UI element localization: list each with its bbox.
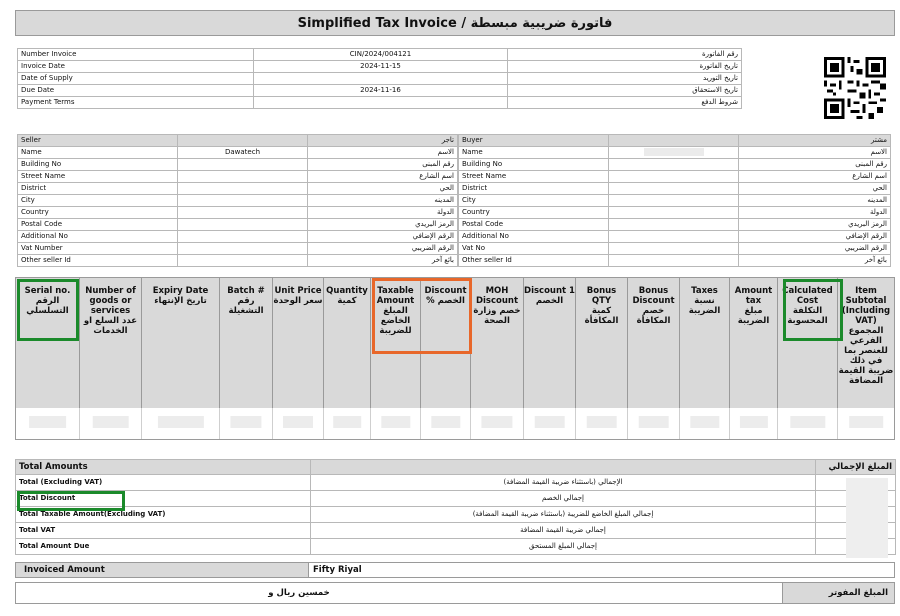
field-label-en: Additional No [18, 231, 178, 243]
field-label-en: Building No [18, 159, 178, 171]
column-header [471, 278, 524, 408]
redacted-block [586, 416, 617, 428]
field-label-ar: رقم المبنى [739, 159, 891, 171]
table-cell [421, 408, 471, 439]
meta-row [18, 97, 742, 109]
table-cell [628, 408, 680, 439]
column-label-ar: سعر الوحدة [273, 296, 323, 306]
field-label-en: Other seller Id [459, 255, 609, 267]
column-label-en: Expiry Date [152, 286, 209, 296]
redacted-block [381, 416, 410, 428]
field-value [178, 219, 308, 231]
redacted-block [29, 416, 67, 428]
column-label-ar: خصم وزارة الصحة [473, 306, 521, 326]
field-label-en: Additional No [459, 231, 609, 243]
meta-label-ar: تاريخ الاستحقاق [508, 85, 742, 97]
column-label-en: Bonus Discount [632, 286, 675, 306]
total-discount-highlight [17, 491, 125, 511]
calculated-cost-highlight [783, 279, 843, 341]
redacted-block [846, 478, 888, 558]
field-label-ar: الرقم الضريبي [308, 243, 458, 255]
meta-label-ar: رقم الفاتورة [508, 49, 742, 61]
field-label-ar: الدولة [308, 207, 458, 219]
meta-row [18, 61, 742, 73]
column-label-en: Unit Price [274, 286, 322, 296]
invoice-title: Simplified Tax Invoice / فاتورة ضريبية مبسطة [15, 10, 895, 36]
field-value [609, 195, 739, 207]
meta-row [18, 85, 742, 97]
column-header [680, 278, 730, 408]
column-label-en: Number of goods or services [85, 286, 136, 316]
seller-row [18, 147, 458, 159]
meta-row [18, 73, 742, 85]
field-value [178, 171, 308, 183]
column-label-ar: كمية [337, 296, 357, 306]
redacted-block [283, 416, 313, 428]
table-cell [680, 408, 730, 439]
totals-header-en: Total Amounts [16, 460, 311, 475]
table-cell [524, 408, 576, 439]
column-label-en: Discount [424, 286, 467, 296]
field-label-ar: المدينه [308, 195, 458, 207]
field-label-ar: الرمز البريدي [308, 219, 458, 231]
invoiced-amount-row [15, 562, 895, 578]
column-label-ar: المجموع الفرعي للعنصر بما في ذلك ضريبة القيمة المضافة [838, 326, 894, 386]
total-label-ar: إجمالي ضريبة القيمة المضافة [311, 523, 816, 539]
field-label-ar: الرمز البريدي [739, 219, 891, 231]
buyer-row [459, 147, 891, 159]
field-value [609, 243, 739, 255]
totals-header-ar: المبلغ الإجمالي [816, 460, 896, 475]
table-cell [273, 408, 324, 439]
amount-in-words-row [15, 582, 895, 604]
invoiced-amount-value: Fifty Riyal [313, 565, 362, 575]
table-cell [371, 408, 421, 439]
total-label-ar: الإجمالي (باستثناء ضريبة القيمة المضافة) [311, 475, 816, 491]
column-label-en: Calculated Cost [782, 286, 833, 306]
total-label-en: Total (Excluding VAT) [16, 475, 311, 491]
meta-value: CIN/2024/004121 [254, 49, 508, 61]
buyer-header-en: Buyer [459, 135, 609, 147]
column-header [220, 278, 273, 408]
buyer-row [459, 183, 891, 195]
column-label-ar: الخصم % [426, 296, 465, 306]
field-label-ar: المدينه [739, 195, 891, 207]
field-value [609, 231, 739, 243]
field-label-en: Vat Number [18, 243, 178, 255]
meta-label-ar: شروط الدفع [508, 97, 742, 109]
field-value [609, 159, 739, 171]
column-label-ar: خصم المكافأة [636, 306, 671, 326]
totals-table [15, 459, 896, 555]
column-header [730, 278, 778, 408]
field-label-en: Country [459, 207, 609, 219]
seller-row [18, 159, 458, 171]
field-label-en: City [459, 195, 609, 207]
field-label-ar: الرقم الإضافي [739, 231, 891, 243]
redacted-block [638, 416, 669, 428]
invoice-meta-table [17, 48, 742, 109]
column-header [324, 278, 371, 408]
totals-row [16, 539, 896, 555]
field-label-ar: الرقم الإضافي [308, 231, 458, 243]
field-label-ar: بائع آخر [739, 255, 891, 267]
column-label-ar: كمية المكافأة [584, 306, 619, 326]
seller-row [18, 195, 458, 207]
seller-row [18, 171, 458, 183]
amount-in-words-value: خمسين ريال و [268, 588, 330, 598]
meta-value [254, 97, 508, 109]
totals-row [16, 523, 896, 539]
buyer-header [459, 135, 891, 147]
column-label-en: MOH Discount [475, 286, 519, 306]
field-label-ar: اسم الشارع [739, 171, 891, 183]
buyer-row [459, 207, 891, 219]
field-label-en: District [459, 183, 609, 195]
column-label-ar: التكلفة المحسوبة [787, 306, 828, 326]
field-value [178, 207, 308, 219]
table-row [16, 408, 894, 439]
field-value [178, 183, 308, 195]
seller-header-ar: تاجر [308, 135, 458, 147]
redacted-block [790, 416, 825, 428]
buyer-row [459, 219, 891, 231]
totals-row [16, 491, 896, 507]
column-label-en: Bonus QTY [586, 286, 617, 306]
field-value [178, 159, 308, 171]
field-label-en: Country [18, 207, 178, 219]
field-value [609, 255, 739, 267]
column-label-ar: الرقم التسلسلي [26, 296, 69, 316]
redacted-block [157, 416, 203, 428]
seller-header-en: Seller [18, 135, 178, 147]
table-cell [220, 408, 273, 439]
column-label-ar: تاريخ الإنتهاء [154, 296, 207, 306]
discount-columns-highlight [372, 278, 472, 354]
table-cell [471, 408, 524, 439]
table-cell [142, 408, 220, 439]
meta-value: 2024-11-16 [254, 85, 508, 97]
meta-value: 2024-11-15 [254, 61, 508, 73]
seller-row [18, 219, 458, 231]
column-label-en: Quantity [326, 286, 368, 296]
buyer-header-ar: مشتر [739, 135, 891, 147]
column-header [838, 278, 894, 408]
field-label-ar: الدولة [739, 207, 891, 219]
invoiced-amount-label: Invoiced Amount [16, 563, 309, 577]
column-label-ar: الخصم [535, 296, 564, 306]
meta-label-en: Invoice Date [18, 61, 254, 73]
column-label-en: Discount 1 [524, 286, 575, 296]
column-label-en: Amount tax [734, 286, 773, 306]
column-label-en: Item Subtotal (Including VAT) [841, 286, 891, 326]
redacted-block [534, 416, 565, 428]
meta-label-ar: تاريخ التوريد [508, 73, 742, 85]
buyer-row [459, 243, 891, 255]
redacted-block [739, 416, 767, 428]
meta-label-en: Payment Terms [18, 97, 254, 109]
totals-header [16, 460, 896, 475]
field-value [609, 183, 739, 195]
field-label-ar: الاسم [739, 147, 891, 159]
field-label-ar: اسم الشارع [308, 171, 458, 183]
seller-name-value: Dawatech [178, 147, 308, 159]
meta-label-en: Number Invoice [18, 49, 254, 61]
field-label-en: Building No [459, 159, 609, 171]
field-label-ar: بائع آخر [308, 255, 458, 267]
column-header [80, 278, 142, 408]
table-cell [16, 408, 80, 439]
field-label-ar: الرقم الضريبي [739, 243, 891, 255]
table-cell [324, 408, 371, 439]
buyer-row [459, 255, 891, 267]
redacted-block [230, 416, 261, 428]
column-header [273, 278, 324, 408]
redacted-block [431, 416, 460, 428]
redacted-block [481, 416, 512, 428]
buyer-row [459, 195, 891, 207]
meta-value [254, 73, 508, 85]
table-cell [576, 408, 628, 439]
field-label-en: Other seller Id [18, 255, 178, 267]
field-label-ar: الحي [739, 183, 891, 195]
field-label-ar: رقم المبنى [308, 159, 458, 171]
field-value [178, 243, 308, 255]
total-label-en: Total Taxable Amount(Excluding VAT) [16, 507, 311, 523]
table-cell [80, 408, 142, 439]
redacted-block [333, 416, 361, 428]
serial-no-highlight [17, 279, 79, 341]
meta-label-en: Due Date [18, 85, 254, 97]
buyer-row [459, 231, 891, 243]
field-label-en: Postal Code [18, 219, 178, 231]
meta-row [18, 49, 742, 61]
field-label-en: Vat No [459, 243, 609, 255]
column-header [142, 278, 220, 408]
seller-table [17, 134, 458, 267]
field-label-en: Name [459, 147, 609, 159]
invoiced-amount-label-ar: المبلغ المفوتر [782, 583, 894, 603]
total-label-en: Total VAT [16, 523, 311, 539]
column-label-ar: مبلغ الضريبة [737, 306, 770, 326]
total-label-en: Total Amount Due [16, 539, 311, 555]
buyer-table [458, 134, 891, 267]
column-label-ar: رقم التشغيلة [228, 296, 264, 316]
total-label-ar: إجمالي المبلغ المستحق [311, 539, 816, 555]
total-label-ar: إجمالي الخصم [311, 491, 816, 507]
meta-label-ar: تاريخ الفاتورة [508, 61, 742, 73]
seller-header [18, 135, 458, 147]
table-cell [778, 408, 838, 439]
column-label-en: Batch # [227, 286, 265, 296]
field-label-en: City [18, 195, 178, 207]
buyer-row [459, 171, 891, 183]
column-label-en: Taxes [691, 286, 718, 296]
redacted-block [644, 148, 704, 156]
field-label-en: Street Name [18, 171, 178, 183]
column-header [576, 278, 628, 408]
field-value [609, 207, 739, 219]
field-value [609, 219, 739, 231]
column-label-ar: نسبة الضريبة [688, 296, 721, 316]
table-cell [730, 408, 778, 439]
redacted-block [849, 416, 883, 428]
field-value [178, 255, 308, 267]
seller-row [18, 207, 458, 219]
table-cell [838, 408, 894, 439]
column-label-ar: المبلغ الخاضع للضريبة [379, 306, 412, 336]
column-label-ar: عدد السلع او الخدمات [83, 316, 138, 336]
buyer-row [459, 159, 891, 171]
field-value [178, 231, 308, 243]
field-label-en: Postal Code [459, 219, 609, 231]
column-header [628, 278, 680, 408]
column-header [524, 278, 576, 408]
redacted-block [92, 416, 129, 428]
seller-row [18, 231, 458, 243]
field-label-en: Street Name [459, 171, 609, 183]
field-label-en: District [18, 183, 178, 195]
totals-row [16, 507, 896, 523]
field-value [178, 195, 308, 207]
totals-row [16, 475, 896, 491]
buyer-name-value [609, 147, 739, 159]
column-label-en: Serial no. [24, 286, 71, 296]
field-label-en: Name [18, 147, 178, 159]
seller-row [18, 183, 458, 195]
field-label-ar: الحي [308, 183, 458, 195]
seller-row [18, 243, 458, 255]
seller-row [18, 255, 458, 267]
column-label-en: Taxable Amount [376, 286, 415, 306]
meta-label-en: Date of Supply [18, 73, 254, 85]
total-label-ar: إجمالي المبلغ الخاضع للضريبة (باستثناء ضريبة القيمة المضافة) [311, 507, 816, 523]
total-label-en: Total Discount [16, 491, 311, 507]
qr-code-icon [824, 57, 886, 119]
field-value [609, 171, 739, 183]
redacted-block [690, 416, 719, 428]
field-label-ar: الاسم [308, 147, 458, 159]
